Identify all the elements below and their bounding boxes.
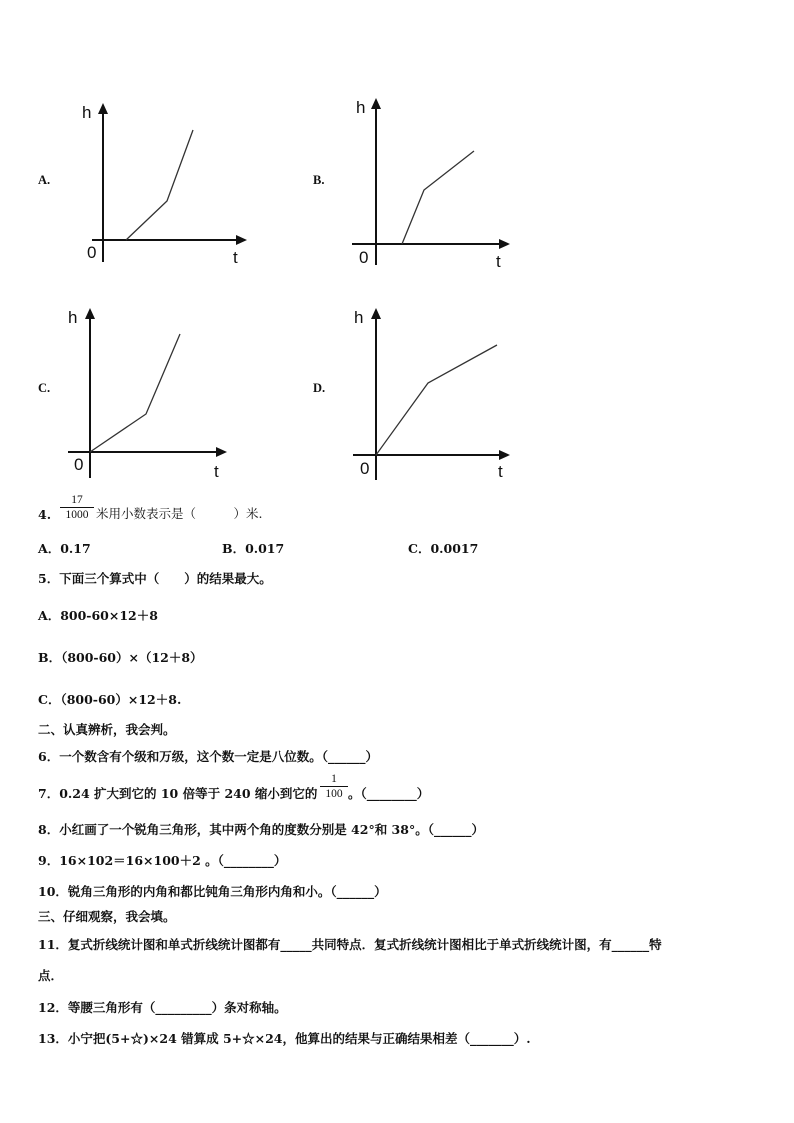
option-d-label: D. [313, 381, 326, 395]
graph-c-x-label: t [214, 462, 219, 481]
q11-line-2: 点． [38, 968, 64, 983]
q4-number: 4. [38, 507, 52, 522]
graph-a-y-label: h [82, 103, 92, 122]
graph-c-y-label: h [68, 308, 78, 327]
graph-b-x-label: t [496, 252, 501, 271]
q6-text: 6．一个数含有个级和万级，这个数一定是八位数。（______） [38, 749, 378, 764]
q8-text: 8．小红画了一个锐角三角形，其中两个角的度数分别是 42°和 38°。（______） [38, 822, 484, 837]
q4-fraction-denominator: 1000 [65, 509, 89, 521]
q4-text: 米用小数表示是（ ）米. [96, 506, 263, 521]
option-b-label: B. [313, 173, 325, 187]
q11-line-1: 11．复式折线统计图和单式折线统计图都有_____共同特点．复式折线统计图相比于单式折线统计图，有______特 [38, 937, 662, 952]
graph-d-line [376, 345, 497, 455]
graph-a-x-label: t [233, 248, 238, 267]
q12-text: 12．等腰三角形有（_________）条对称轴。 [38, 1000, 287, 1015]
q4-option-c: C．0.0017 [408, 541, 479, 556]
q7-text-after: 。（________） [348, 786, 430, 801]
graph-a-origin: 0 [87, 243, 97, 262]
option-a-label: A. [38, 173, 51, 187]
q5-text: 5．下面三个算式中（ ）的结果最大。 [38, 571, 272, 586]
graph-b-origin: 0 [359, 248, 369, 267]
option-c-label: C. [38, 381, 51, 395]
graph-d-origin: 0 [360, 459, 370, 478]
q5-option-c: C．（800-60）×12＋8. [38, 692, 182, 707]
q7-fraction-numerator: 1 [331, 773, 337, 785]
q13-text: 13．小宁把(5+☆)×24 错算成 5+☆×24，他算出的结果与正确结果相差（_______）. [38, 1031, 531, 1046]
q10-text: 10．锐角三角形的内角和都比钝角三角形内角和小。（______） [38, 884, 387, 899]
section-3-heading: 三、仔细观察，我会填。 [38, 909, 176, 924]
q4-fraction [60, 493, 94, 522]
q9-text: 9．16×102＝16×100＋2 。（________） [38, 853, 287, 868]
q7-text-before: 7．0.24 扩大到它的 10 倍等于 240 缩小到它的 [38, 786, 318, 801]
q4-fraction-numerator: 17 [71, 494, 83, 506]
q4-option-b: B．0.017 [222, 541, 285, 556]
graph-d-y-label: h [354, 308, 364, 327]
q5-option-a: A．800-60×12＋8 [38, 608, 158, 623]
q7-fraction-denominator: 100 [325, 788, 343, 800]
section-2-heading: 二、认真辨析，我会判。 [38, 722, 176, 737]
q5-option-b: B．（800-60）×（12＋8） [38, 650, 203, 665]
graph-d-x-arrow [499, 450, 510, 460]
graph-b-y-label: h [356, 98, 366, 117]
graph-d-x-label: t [498, 462, 503, 481]
graph-c-origin: 0 [74, 455, 84, 474]
q4-option-a: A．0.17 [38, 541, 91, 556]
graph-d-y-arrow [371, 308, 381, 319]
q7-fraction [320, 772, 348, 801]
